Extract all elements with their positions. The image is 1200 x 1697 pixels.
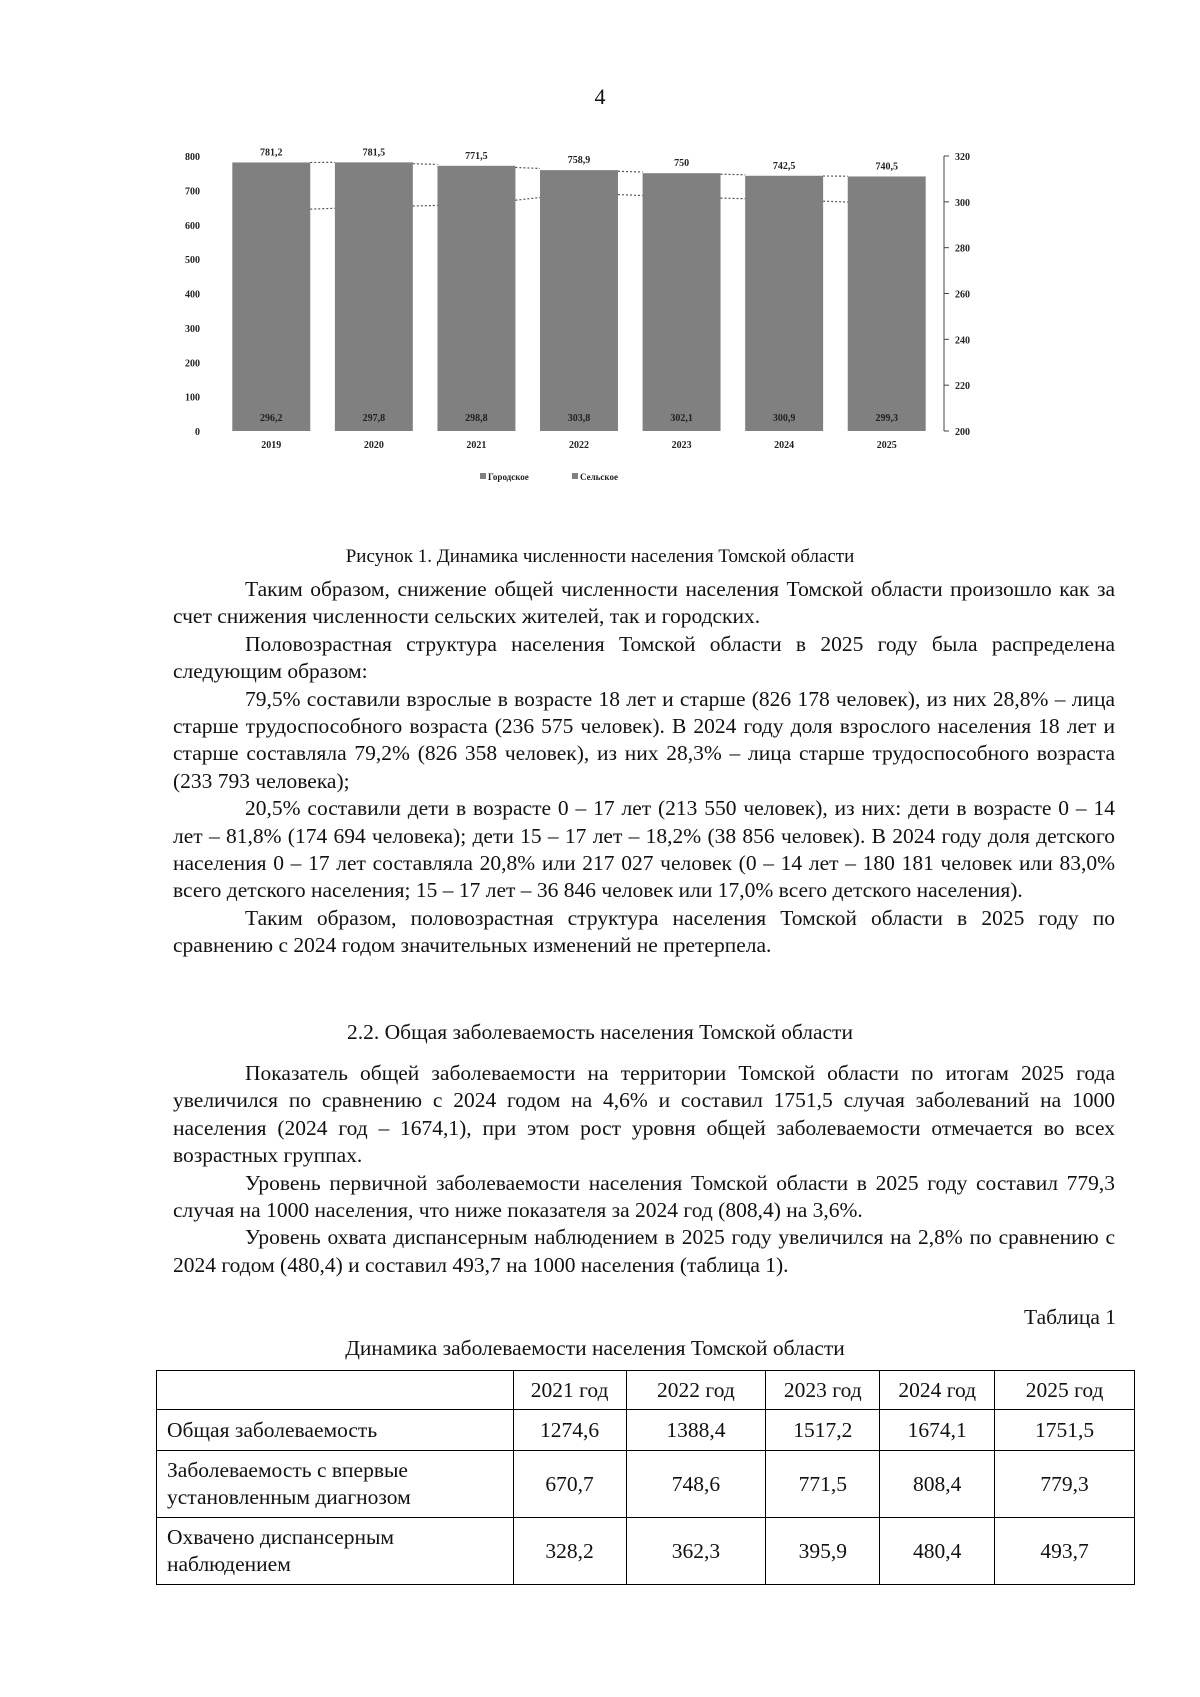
table-cell: 670,7 bbox=[513, 1451, 626, 1518]
trend-line-rural bbox=[618, 195, 643, 196]
data-label-rural: 299,3 bbox=[875, 413, 898, 424]
x-tick-label: 2023 bbox=[671, 440, 692, 451]
data-label-rural: 303,8 bbox=[567, 413, 591, 424]
legend-label-rural: Сельское bbox=[580, 472, 618, 482]
bar-urban bbox=[745, 176, 823, 431]
y-right-tick-label: 260 bbox=[955, 289, 970, 301]
data-label-rural: 297,8 bbox=[362, 413, 386, 424]
y-right-tick-label: 300 bbox=[955, 197, 970, 209]
data-label-urban: 750 bbox=[674, 158, 690, 170]
bar-urban bbox=[643, 173, 721, 431]
data-label-rural: 300,9 bbox=[772, 413, 796, 424]
y-left-tick-label: 500 bbox=[185, 255, 200, 267]
table-row bbox=[157, 1451, 1135, 1518]
data-label-urban: 771,5 bbox=[465, 150, 488, 162]
x-tick-label: 2025 bbox=[876, 440, 897, 451]
data-label-urban: 742,5 bbox=[772, 160, 796, 172]
table-header-row bbox=[157, 1371, 1135, 1410]
table-cell: 1274,6 bbox=[513, 1410, 626, 1451]
table-cell: 480,4 bbox=[880, 1518, 995, 1585]
trend-line-urban bbox=[515, 167, 540, 168]
x-tick-label: 2022 bbox=[569, 440, 589, 451]
table-label: Таблица 1 bbox=[1024, 1305, 1116, 1329]
y-left-tick-label: 700 bbox=[185, 186, 200, 198]
y-left-tick-label: 800 bbox=[185, 152, 200, 163]
y-right-tick-label: 200 bbox=[955, 427, 970, 438]
paragraph: 79,5% составили взрослые в возрасте 18 лет и старше (826 178 человек), из них 28,8% – лица старше трудоспособного возраста (236 575 человек). В 2024 году доля взрослого населения 18 лет и старше составляла 79,2% (826 358 человек), из них 28,3% – лица старше трудоспособного возраста (233 793 человека); bbox=[173, 686, 1115, 793]
y-left-tick-label: 600 bbox=[185, 220, 200, 232]
row-label: Общая заболеваемость bbox=[157, 1410, 514, 1451]
trend-line-rural bbox=[823, 201, 848, 202]
x-tick-label: 2021 bbox=[466, 440, 487, 451]
data-label-urban: 740,5 bbox=[875, 161, 898, 173]
row-label: Охвачено диспансерным наблюдением bbox=[157, 1518, 514, 1585]
table-cell: 1751,5 bbox=[995, 1410, 1135, 1451]
y-right-tick-label: 320 bbox=[955, 152, 970, 163]
table-cell: 808,4 bbox=[880, 1451, 995, 1518]
table-cell: 395,9 bbox=[766, 1518, 880, 1585]
table-header-cell: 2021 год bbox=[513, 1371, 626, 1410]
table-cell: 328,2 bbox=[513, 1518, 626, 1585]
trend-line-rural bbox=[515, 197, 540, 200]
paragraph: 20,5% составили дети в возрасте 0 – 17 лет (213 550 человек), из них: дети в возрасте 0 – 14 лет – 81,8% (174 694 человека); дети 15 – 17 лет – 18,2% (38 856 человек). В 2024 году доля детского населения 0 – 17 лет составляла 20,8% или 217 027 человек (0 – 14 лет – 180 181 человек или 83,0% всего детского населения; 15 – 17 лет – 36 846 человек или 17,0% всего детского населения). bbox=[173, 796, 1115, 903]
trend-line-rural bbox=[310, 208, 335, 209]
bar-urban bbox=[335, 162, 413, 431]
paragraph: Уровень охвата диспансерным наблюдением в 2025 году увеличился на 2,8% по сравнению с 2024 годом (480,4) и составил 493,7 на 1000 населения (таблица 1). bbox=[173, 1225, 1115, 1277]
paragraph: Половозрастная структура населения Томской области в 2025 году была распределена следующим образом: bbox=[173, 631, 1115, 684]
data-label-rural: 296,2 bbox=[260, 413, 283, 424]
data-label-urban: 781,5 bbox=[362, 147, 386, 159]
legend-swatch-urban bbox=[480, 473, 486, 479]
body-text-block-2 bbox=[173, 1060, 1115, 1279]
y-right-tick-label: 240 bbox=[955, 335, 970, 347]
table-cell: 362,3 bbox=[626, 1518, 766, 1585]
trend-line-rural bbox=[413, 205, 438, 206]
trend-line-urban bbox=[413, 164, 438, 165]
row-label: Заболеваемость с впервые установленным диагнозом bbox=[157, 1451, 514, 1518]
table-header-cell bbox=[157, 1371, 514, 1410]
x-tick-label: 2020 bbox=[363, 440, 384, 451]
x-tick-label: 2019 bbox=[261, 440, 282, 451]
table-header-cell: 2024 год bbox=[880, 1371, 995, 1410]
section-heading: 2.2. Общая заболеваемость населения Томской области bbox=[347, 1020, 853, 1044]
figure-caption: Рисунок 1. Динамика численности населения Томской области bbox=[345, 546, 855, 567]
data-label-urban: 758,9 bbox=[567, 155, 591, 167]
y-left-tick-label: 0 bbox=[195, 427, 200, 438]
page-number: 4 bbox=[594, 84, 606, 109]
legend-label-urban: Городское bbox=[488, 472, 529, 482]
paragraph: Таким образом, половозрастная структура населения Томской области в 2025 году по сравнению с 2024 годом значительных изменений не претерпела. bbox=[173, 905, 1115, 958]
bar-urban bbox=[540, 170, 618, 431]
table-title: Динамика заболеваемости населения Томской области bbox=[345, 1336, 845, 1360]
x-tick-label: 2024 bbox=[774, 440, 795, 451]
paragraph: Таким образом, снижение общей численности населения Томской области произошло как за счет снижения численности сельских жителей, так и городских. bbox=[173, 577, 1115, 629]
bar-urban bbox=[848, 176, 926, 431]
population-chart bbox=[170, 140, 1070, 540]
table-cell: 1517,2 bbox=[766, 1410, 880, 1451]
table-cell: 493,7 bbox=[995, 1518, 1135, 1585]
data-label-urban: 781,2 bbox=[260, 147, 283, 159]
y-left-tick-label: 100 bbox=[185, 392, 200, 404]
trend-line-urban bbox=[721, 174, 746, 175]
table-header-cell: 2022 год bbox=[626, 1371, 766, 1410]
morbidity-table bbox=[156, 1370, 1135, 1585]
data-label-rural: 302,1 bbox=[670, 413, 693, 424]
data-label-rural: 298,8 bbox=[465, 413, 488, 424]
table-row bbox=[157, 1518, 1135, 1585]
table-cell: 1674,1 bbox=[880, 1410, 995, 1451]
bar-urban bbox=[437, 166, 515, 431]
y-right-tick-label: 280 bbox=[955, 243, 970, 255]
trend-line-urban bbox=[618, 171, 643, 172]
table-row bbox=[157, 1410, 1135, 1451]
paragraph: Уровень первичной заболеваемости населения Томской области в 2025 году составил 779,3 случая на 1000 населения, что ниже показателя за 2024 год (808,4) на 3,6%. bbox=[173, 1170, 1115, 1223]
table-cell: 771,5 bbox=[766, 1451, 880, 1518]
body-text-block bbox=[173, 576, 1115, 960]
trend-line-rural bbox=[721, 198, 746, 199]
legend-swatch-rural bbox=[572, 473, 578, 479]
table-header-cell: 2025 год bbox=[995, 1371, 1135, 1410]
table-header-cell: 2023 год bbox=[766, 1371, 880, 1410]
y-left-tick-label: 200 bbox=[185, 358, 200, 370]
y-left-tick-label: 300 bbox=[185, 323, 200, 335]
y-right-tick-label: 220 bbox=[955, 381, 970, 393]
paragraph: Показатель общей заболеваемости на территории Томской области по итогам 2025 года увеличился по сравнению с 2024 годом на 4,6% и составил 1751,5 случая заболеваний на 1000 населения (2024 год – 1674,1), при этом рост уровня общей заболеваемости отмечается во всех возрастных группах. bbox=[173, 1061, 1115, 1168]
bar-urban bbox=[232, 162, 310, 431]
table-cell: 779,3 bbox=[995, 1451, 1135, 1518]
table-cell: 1388,4 bbox=[626, 1410, 766, 1451]
table-cell: 748,6 bbox=[626, 1451, 766, 1518]
y-left-tick-label: 400 bbox=[185, 289, 200, 301]
